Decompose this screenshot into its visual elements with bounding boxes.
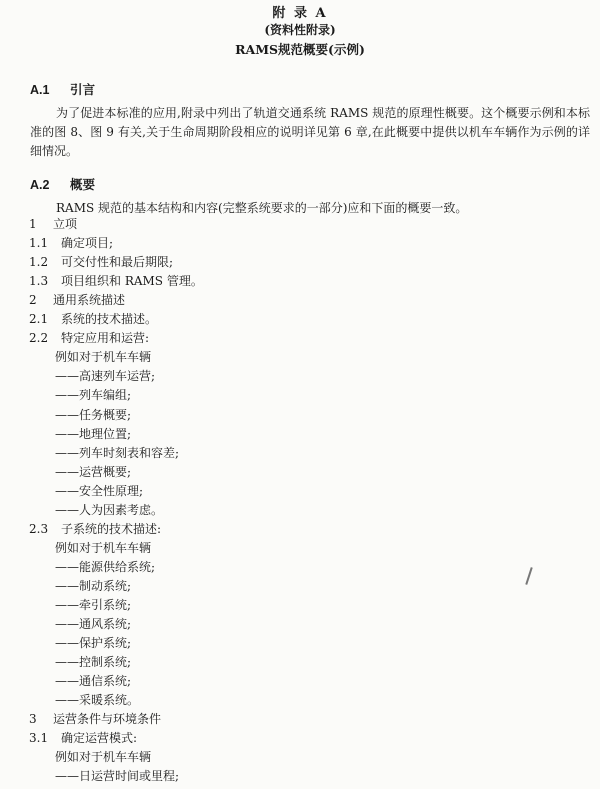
outline-text: ——人为因素考虑。 bbox=[55, 502, 164, 517]
outline-text: ——牵引系统; bbox=[55, 598, 132, 612]
outline-text: 通用系统描述 bbox=[53, 293, 126, 308]
section-a2-body: RAMS 规范的基本结构和内容(完整系统要求的一部分)应和下面的概要一致。 bbox=[56, 201, 468, 215]
outline-text: 例如对于机车车辆 bbox=[55, 350, 152, 365]
outline-line bbox=[55, 654, 131, 670]
section-a2-heading bbox=[30, 175, 95, 193]
outline-line bbox=[29, 730, 137, 746]
outline-line bbox=[55, 768, 179, 784]
outline-number: 2 bbox=[29, 293, 37, 308]
outline-line bbox=[29, 711, 161, 727]
outline-line bbox=[29, 292, 125, 308]
outline-text: 例如对于机车车辆 bbox=[55, 540, 152, 555]
outline-number: 2.2 bbox=[29, 331, 49, 346]
outline-text: 可交付性和最后期限; bbox=[61, 255, 174, 270]
section-a1-title: 引言 bbox=[70, 82, 96, 97]
section-a1-body: 为了促进本标准的应用,附录中列出了轨道交通系统 RAMS 规范的原理性概要。这个概要示例和本标准的图 8、图 9 有关,关于生命周期阶段相应的说明详见第 6 章,在此概要中提供以机车车辆作为示例的详细情况。 bbox=[30, 106, 590, 158]
outline-line bbox=[55, 559, 155, 575]
outline-text: ——通信系统; bbox=[55, 674, 132, 689]
outline-text: ——日运营时间或里程; bbox=[55, 769, 180, 784]
outline-text: ——控制系统; bbox=[55, 655, 132, 670]
outline-line bbox=[55, 635, 131, 651]
scan-mark bbox=[525, 567, 532, 585]
outline-text: 立项 bbox=[53, 217, 78, 231]
outline-text: 例如对于机车车辆 bbox=[55, 750, 152, 765]
outline-text: 项目组织和 RAMS 管理。 bbox=[61, 274, 203, 289]
outline-text: ——高速列车运营; bbox=[55, 369, 156, 384]
outline-text: ——任务概要; bbox=[55, 407, 132, 422]
outline-line bbox=[55, 692, 139, 708]
outline-number: 3 bbox=[29, 712, 37, 727]
section-a2-number: A.2 bbox=[30, 178, 50, 192]
outline-line bbox=[55, 749, 151, 765]
outline-number: 1.1 bbox=[29, 236, 49, 251]
outline-text: 运营条件与环境条件 bbox=[53, 712, 162, 727]
outline-line bbox=[55, 387, 131, 403]
section-a1-heading bbox=[30, 80, 95, 98]
outline-line bbox=[55, 407, 131, 423]
outline-text: 系统的技术描述。 bbox=[61, 312, 158, 327]
appendix-subject: RAMS规范概要(示例) bbox=[235, 42, 365, 57]
section-a1-number: A.1 bbox=[30, 83, 50, 97]
outline-line bbox=[29, 273, 203, 289]
outline-line bbox=[29, 235, 113, 251]
outline-line bbox=[29, 330, 149, 346]
outline-line bbox=[55, 368, 155, 384]
outline-text: 特定应用和运营: bbox=[61, 331, 150, 346]
outline-number: 1 bbox=[29, 217, 37, 231]
outline-line bbox=[55, 673, 131, 689]
outline-line bbox=[55, 483, 143, 499]
outline-text: 确定运营模式: bbox=[61, 731, 138, 746]
outline-text: ——采暖系统。 bbox=[55, 693, 140, 708]
outline-line bbox=[29, 254, 173, 270]
appendix-type: (资料性附录) bbox=[264, 23, 336, 37]
outline-line bbox=[29, 216, 77, 232]
outline-text: ——地理位置; bbox=[55, 426, 132, 441]
outline-text: ——保护系统; bbox=[55, 636, 132, 651]
outline-text: 子系统的技术描述: bbox=[61, 521, 162, 536]
outline-line bbox=[55, 578, 131, 594]
appendix-title: 附 录 A bbox=[272, 6, 328, 21]
outline-line bbox=[55, 502, 163, 518]
outline-line bbox=[55, 426, 131, 442]
outline-line bbox=[55, 445, 179, 461]
outline-text: ——运营概要; bbox=[55, 464, 132, 479]
outline-line bbox=[55, 616, 131, 632]
outline-text: ——列车时刻表和容差; bbox=[55, 445, 180, 460]
outline-line bbox=[29, 311, 157, 327]
outline-number: 1.3 bbox=[29, 274, 49, 289]
outline-number: 1.2 bbox=[29, 255, 49, 270]
outline-line bbox=[55, 540, 151, 556]
outline-number: 2.1 bbox=[29, 312, 49, 327]
outline-text: ——安全性原理; bbox=[55, 483, 144, 498]
outline-line bbox=[55, 349, 151, 365]
outline-number: 2.3 bbox=[29, 521, 49, 536]
outline-text: ——能源供给系统; bbox=[55, 559, 156, 574]
section-a2-title: 概要 bbox=[70, 177, 96, 192]
outline-line bbox=[55, 597, 131, 613]
outline-text: ——列车编组; bbox=[55, 388, 132, 403]
outline-line bbox=[55, 464, 131, 480]
outline-line bbox=[29, 521, 161, 537]
outline-number: 3.1 bbox=[29, 731, 49, 746]
outline-text: 确定项目; bbox=[61, 236, 114, 251]
outline-text: ——通风系统; bbox=[55, 617, 132, 632]
outline-text: ——制动系统; bbox=[55, 578, 132, 593]
